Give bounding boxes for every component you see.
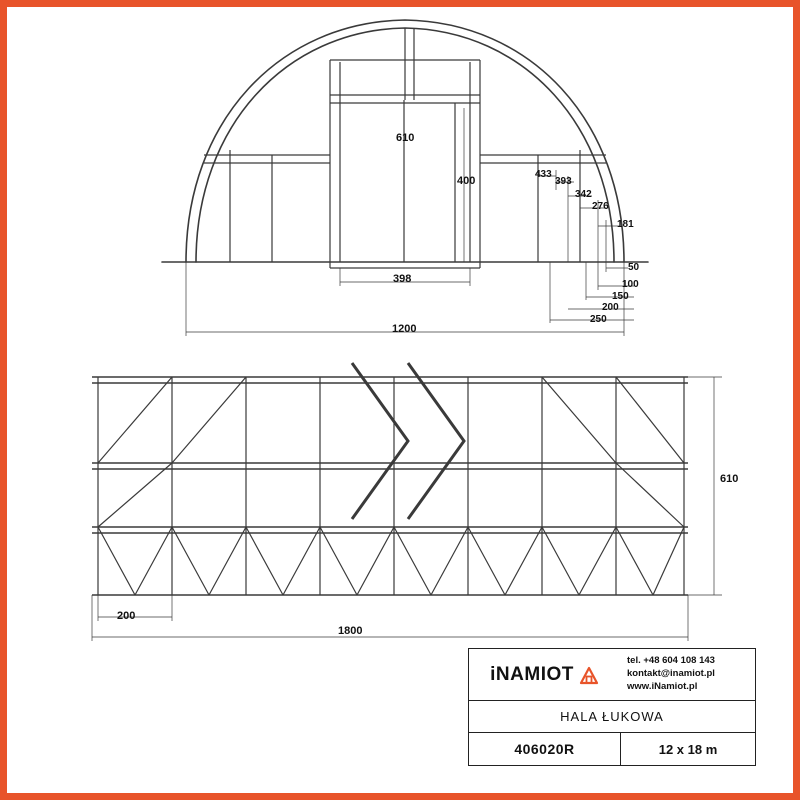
titleblock — [468, 648, 756, 766]
product-code: 406020R — [469, 733, 621, 765]
dimension-433-front: 433 — [535, 169, 552, 180]
front-view-drawing — [0, 0, 800, 345]
dimension-150-front: 150 — [612, 291, 629, 302]
dimension-1800-side: 1800 — [338, 625, 363, 637]
titleblock-code-row — [469, 733, 755, 765]
titleblock-name-row — [469, 701, 755, 733]
dimension-610-front: 610 — [396, 132, 415, 144]
titleblock-logo-row — [469, 649, 755, 701]
dimension-393-front: 393 — [555, 176, 572, 187]
dimension-610-side: 610 — [720, 473, 739, 485]
dimension-200-side: 200 — [117, 610, 136, 622]
contact-email: kontakt@inamiot.pl — [627, 668, 715, 680]
dimension-181-front: 181 — [617, 219, 634, 230]
product-name: HALA ŁUKOWA — [560, 709, 664, 724]
dimension-1200-front: 1200 — [392, 323, 417, 335]
company-logo — [469, 649, 621, 700]
contact-phone: tel. +48 604 108 143 — [627, 655, 715, 667]
product-size: 12 x 18 m — [658, 741, 718, 757]
dimension-276-front: 276 — [592, 201, 609, 212]
dimension-100-front: 100 — [622, 279, 639, 290]
dimension-398-front: 398 — [393, 273, 412, 285]
dimension-250-front: 250 — [590, 314, 607, 325]
tent-house-icon — [578, 664, 600, 686]
dimension-200-front: 200 — [602, 302, 619, 313]
dimension-342-front: 342 — [575, 189, 592, 200]
dimension-50-front: 50 — [628, 262, 640, 273]
dimension-400-front: 400 — [457, 175, 476, 187]
contact-block — [621, 652, 755, 696]
company-name: iNAMIOT — [490, 663, 574, 685]
contact-website: www.iNamiot.pl — [627, 680, 698, 692]
